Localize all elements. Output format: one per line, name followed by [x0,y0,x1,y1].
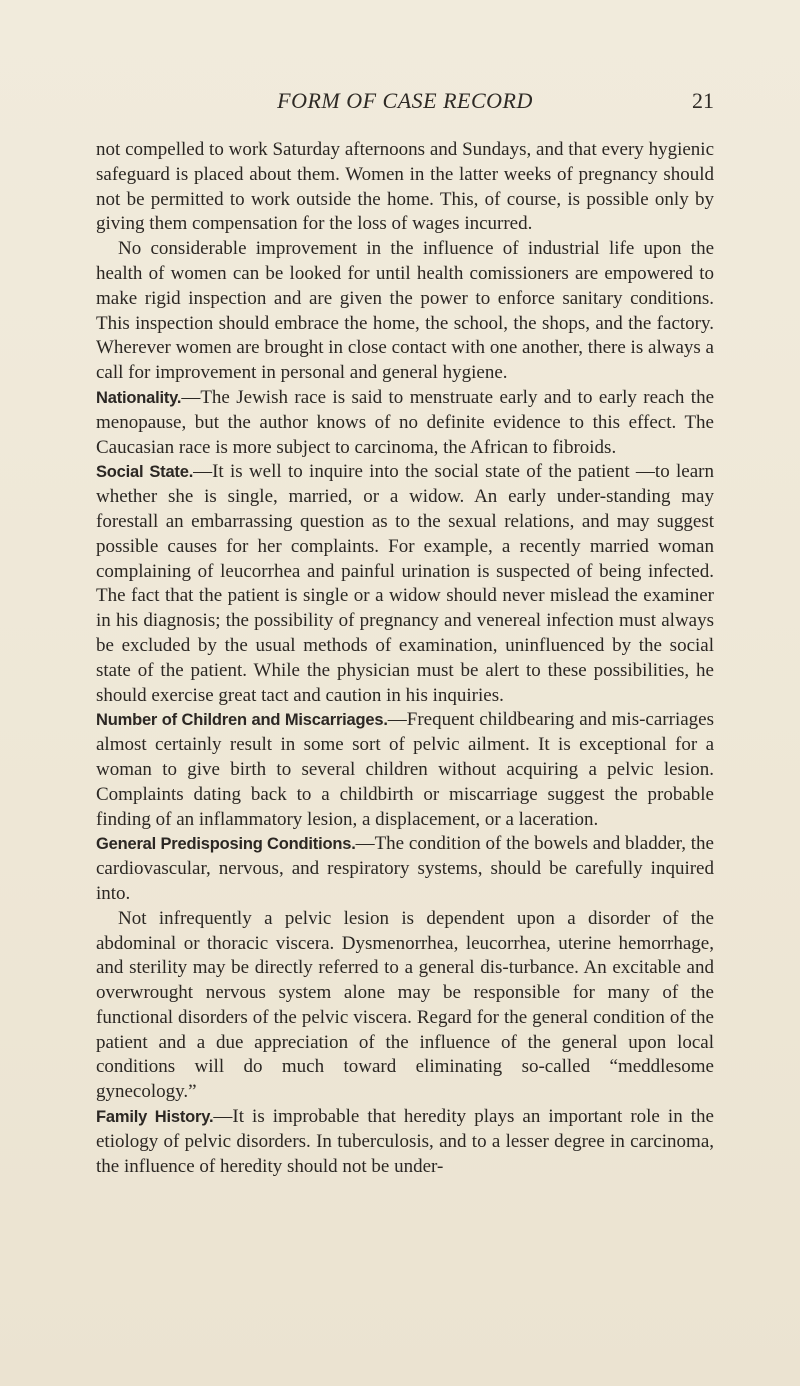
section-heading-predisposing-conditions: General Predisposing Conditions. [96,835,356,854]
section-social-state [96,460,714,708]
running-head: FORM OF CASE RECORD [277,88,533,113]
section-heading-social-state: Social State. [96,463,194,482]
section-predisposing-conditions [96,832,714,906]
section-children-miscarriages [96,708,714,832]
section-heading-nationality: Nationality. [96,388,182,407]
section-body-family-history: —It is improbable that heredity plays an important role in the etiology of pelvic disorders. In tuberculosis, and to a lesser degree in carcinoma, the influence of heredity should not be under- [96,1106,714,1177]
section-heading-children-miscarriages: Number of Children and Miscarriages. [96,711,388,730]
page-number: 21 [692,88,714,113]
body-text [96,138,714,1179]
section-family-history [96,1105,714,1179]
section-body-children-miscarriages: —Frequent childbearing and mis-carriages almost certainly result in some sort of pelvic ailment. It is exceptional for a woman to give birth to several children without acquiring a pelvic lesion. Complaints dating back to a childbirth or miscarriage suggest the probable finding of an inflammatory lesion, a displacement, or a laceration. [96,709,714,830]
paragraph-continuation: not compelled to work Saturday afternoons and Sundays, and that every hygienic safeguard is placed about them. Women in the latter weeks of pregnancy should not be permitted to work outside the home. This, of course, is possible only by giving them compensation for the loss of wages incurred. [96,139,714,235]
paragraph-pelvic-lesion: Not infrequently a pelvic lesion is dependent upon a disorder of the abdominal or thoracic viscera. Dysmenorrhea, leucorrhea, uterine hemorrhage, and sterility may be directly referred to a general dis-turbance. An excitable and overwrought nervous system alone may be responsible for many of the functional disorders of the pelvic viscera. Regard for the general condition of the patient and a due appreciation of the influence of the general upon local conditions will do much toward eliminating so-called “meddlesome gynecology.” [96,907,714,1103]
section-heading-family-history: Family History. [96,1108,214,1127]
section-body-social-state: —It is well to inquire into the social state of the patient —to learn whether she is single, married, or a widow. An early under-standing may forestall an embarrassing question as to the sexual relations, and may suggest possible causes for her complaints. For example, a recently married woman complaining of leucorrhea and painful urination is suspected of being infected. The fact that the patient is single or a widow should never mislead the examiner in his diagnosis; the possibility of pregnancy and venereal infection must always be excluded by the usual methods of examination, uninfluenced by the social state of the patient. While the physician must be alert to these possibilities, he should exercise great tact and caution in his inquiries. [96,461,714,706]
section-body-nationality: —The Jewish race is said to menstruate early and to early reach the menopause, but the author knows of no definite evidence to this effect. The Caucasian race is more subject to carcinoma, the African to fibroids. [96,386,714,458]
paragraph-health-commissioners: No considerable improvement in the influence of industrial life upon the health of women can be looked for until health comissioners are empowered to make rigid inspection and are given the power to enforce sanitary conditions. This inspection should embrace the home, the school, the shops, and the factory. Wherever women are brought in close contact with one another, there is always a call for improvement in personal and general hygiene. [96,238,714,384]
section-body-predisposing-conditions: —The condition of the bowels and bladder, the cardiovascular, nervous, and respiratory systems, should be carefully inquired into. [96,833,714,904]
page-header [96,88,714,122]
section-nationality [96,386,714,460]
